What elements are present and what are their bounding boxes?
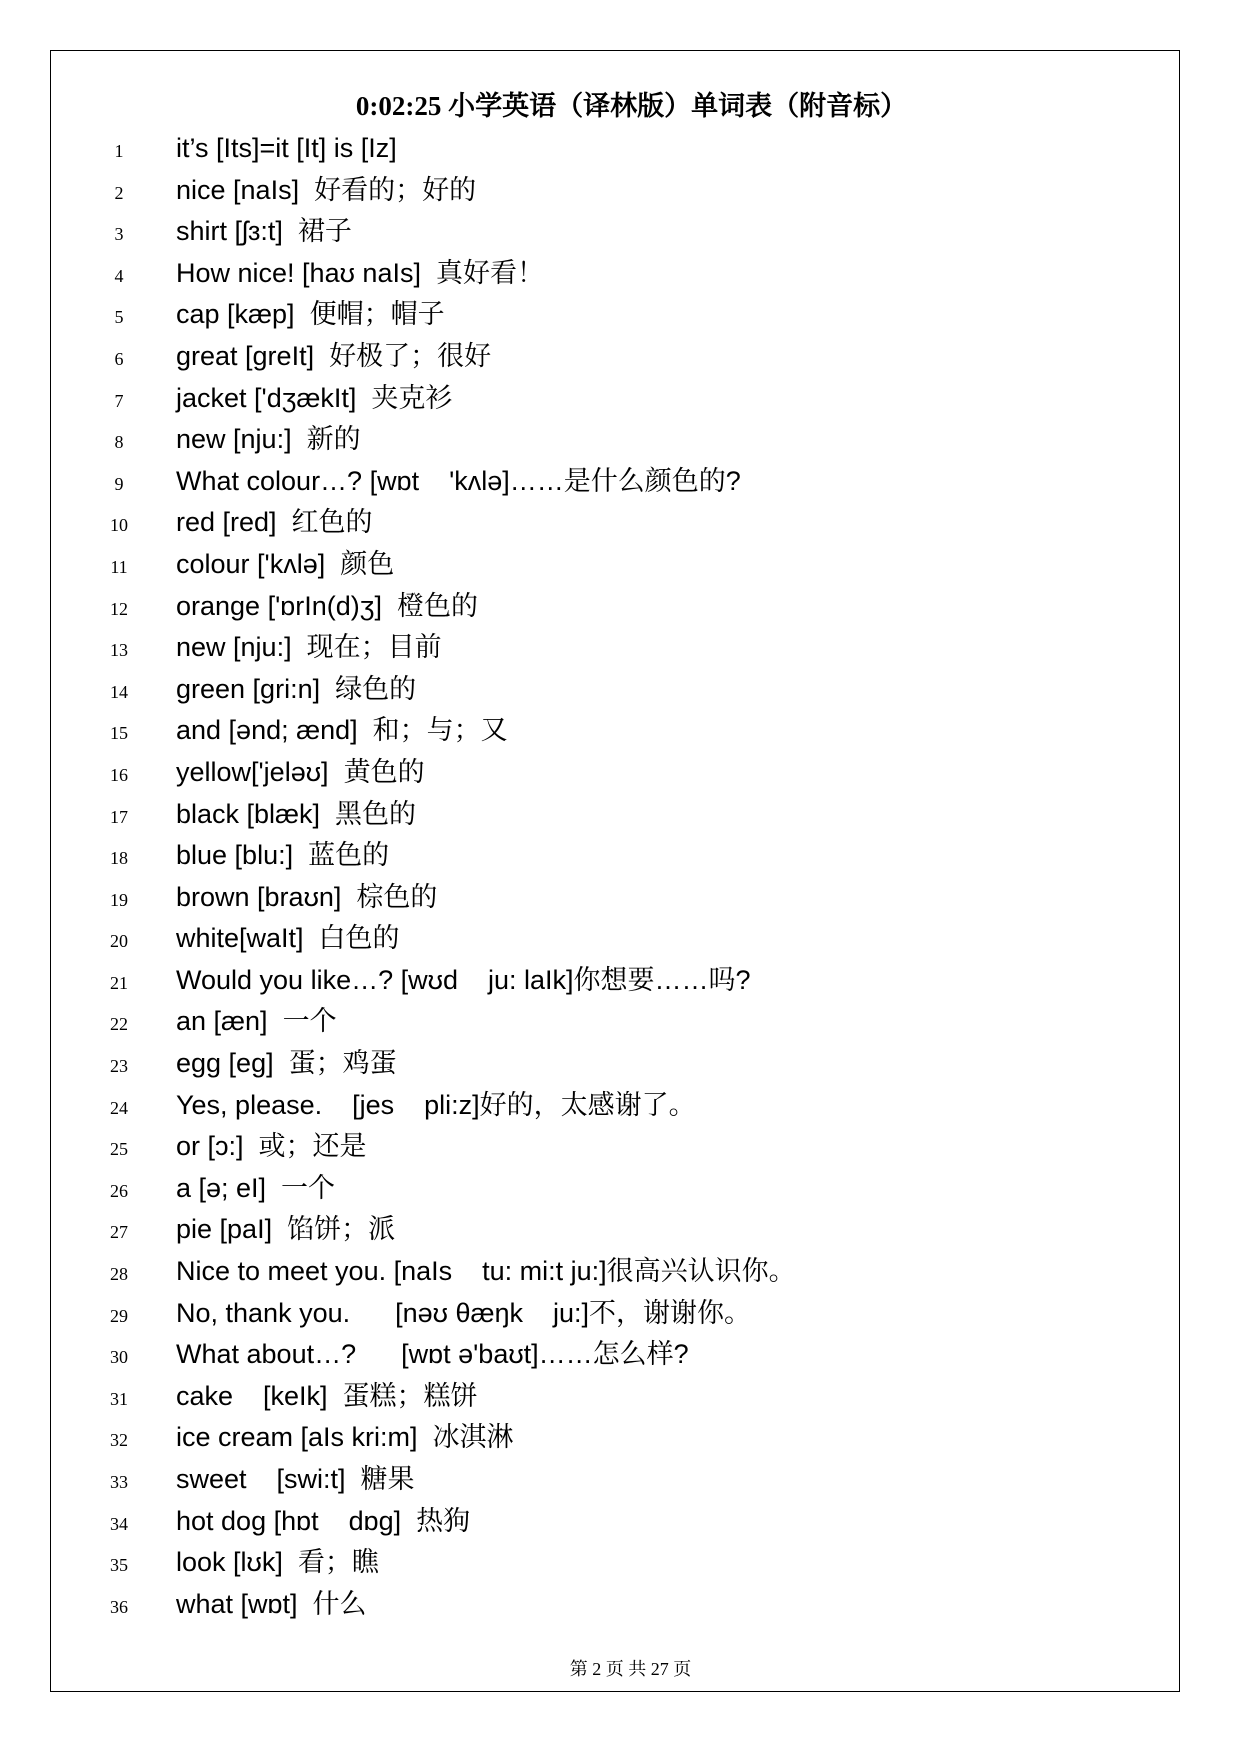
vocab-entry [0,1293,1241,1335]
entry-text: How nice! [haʊ naIs] 真好看！ [176,257,544,288]
vocab-entry [0,336,1241,378]
entry-number: 14 [110,681,128,702]
entry-number: 22 [110,1014,128,1035]
vocab-entry [0,211,1241,253]
vocab-entry [0,294,1241,336]
vocab-entry [0,918,1241,960]
entry-number: 30 [110,1347,128,1368]
vocab-entry [0,461,1241,503]
vocab-entry [0,710,1241,752]
vocab-entry [0,835,1241,877]
entry-number: 13 [110,640,128,661]
page-footer: 第 2 页 共 27 页 [569,1659,692,1679]
entry-text: look [lʊk] 看；瞧 [176,1547,379,1578]
entry-text: What about…? [wɒt ə'baʊt]……怎么样? [176,1339,689,1370]
entry-text: nice [naIs] 好看的；好的 [176,174,477,205]
entry-text: green [gri:n] 绿色的 [176,673,417,704]
entry-number: 9 [114,473,124,494]
entry-number: 27 [110,1222,128,1243]
entry-number: 19 [110,889,128,910]
entry-number: 34 [110,1513,128,1534]
vocab-entry [0,1501,1241,1543]
vocab-entry [0,502,1241,544]
vocab-entry [0,794,1241,836]
entry-text: and [ənd; ænd] 和；与；又 [176,715,508,746]
vocab-entry [0,1459,1241,1501]
entry-text: red [red] 红色的 [176,507,373,538]
vocab-entry [0,1001,1241,1043]
entry-number: 25 [110,1139,128,1160]
entry-text: new [nju:] 现在；目前 [176,632,442,663]
entry-number: 35 [110,1555,128,1576]
entry-text: shirt [ʃɜ:t] 裙子 [176,216,352,247]
entry-text: great [greIt] 好极了；很好 [176,340,492,371]
entry-number: 32 [110,1430,128,1451]
entry-text: cap [kæp] 便帽；帽子 [176,299,445,330]
entry-number: 12 [110,598,128,619]
vocab-entry [0,1209,1241,1251]
vocab-entry [0,1542,1241,1584]
vocab-entry [0,1251,1241,1293]
vocab-entry [0,1376,1241,1418]
entry-text: Nice to meet you. [naIs tu: mi:t ju:]很高兴认识你。 [176,1256,796,1287]
entry-text: pie [paI] 馅饼；派 [176,1214,396,1245]
entry-text: sweet [swi:t] 糖果 [176,1464,415,1494]
entry-number: 28 [110,1264,128,1285]
vocab-entry [0,1043,1241,1085]
entry-number: 36 [110,1596,128,1617]
entry-text: colour ['kʌlə] 颜色 [176,548,395,579]
entry-text: yellow['jeləʊ] 黄色的 [176,756,425,787]
vocab-entry [0,170,1241,212]
vocab-entry [0,1584,1241,1626]
entry-text: What colour…? [wɒt 'kʌlə]……是什么颜色的? [176,465,741,496]
entry-text: hot dog [hɒt dɒg] 热狗 [176,1505,471,1536]
vocab-entry [0,1334,1241,1376]
entry-number: 26 [110,1180,128,1201]
entry-text: black [blæk] 黑色的 [176,798,417,829]
entry-number: 16 [110,764,128,785]
vocab-entry [0,1085,1241,1127]
entry-number: 5 [114,307,124,328]
entry-text: white[waIt] 白色的 [176,923,400,954]
entry-number: 3 [114,224,124,245]
entry-text: or [ɔ:] 或；还是 [176,1131,367,1162]
vocab-entry [0,253,1241,295]
entry-number: 20 [110,931,128,952]
entry-number: 31 [110,1388,128,1409]
vocab-entry [0,544,1241,586]
vocab-entry [0,752,1241,794]
entry-text: cake [keIk] 蛋糕；糕饼 [176,1380,478,1411]
entry-text: No, thank you. [nəʊ θæŋk ju:]不，谢谢你。 [176,1297,752,1328]
entry-number: 8 [114,432,124,453]
entry-text: what [wɒt] 什么 [176,1588,367,1619]
entry-number: 2 [114,182,124,203]
entry-number: 24 [110,1097,128,1118]
entry-text: a [ə; eI] 一个 [176,1172,336,1203]
entry-text: new [nju:] 新的 [176,424,361,455]
entry-number: 6 [114,348,124,369]
entry-number: 7 [114,390,124,411]
entry-number: 18 [110,848,128,869]
vocab-entry [0,419,1241,461]
entry-number: 4 [114,265,124,286]
vocab-entry [0,128,1241,170]
vocab-entry [0,669,1241,711]
vocab-entry [0,627,1241,669]
vocab-entry [0,586,1241,628]
entry-text: orange ['ɒrIn(d)ʒ] 橙色的 [176,590,478,621]
entry-text: blue [blu:] 蓝色的 [176,840,390,871]
entry-text: jacket ['dʒækIt] 夹克衫 [176,382,453,413]
entry-number: 1 [114,141,124,161]
entry-number: 11 [110,556,128,577]
vocab-entry [0,1126,1241,1168]
entry-number: 21 [110,972,128,993]
entry-number: 33 [110,1472,128,1492]
vocabulary-list [0,128,1241,1625]
entry-text: an [æn] 一个 [176,1006,337,1037]
entry-text: egg [eg] 蛋；鸡蛋 [176,1048,397,1079]
vocab-entry [0,960,1241,1002]
document-title: 0:02:25 小学英语（译林版）单词表（附音标） [355,91,908,121]
vocab-entry [0,877,1241,919]
vocab-entry [0,1168,1241,1210]
entry-text: it’s [Its]=it [It] is [Iz] [176,133,397,163]
entry-text: Yes, please. [jes pli:z]好的，太感谢了。 [176,1089,696,1120]
entry-text: Would you like…? [wʊd ju: laIk]你想要……吗? [176,964,751,995]
vocab-entry [0,378,1241,420]
entry-text: ice cream [aIs kri:m] 冰淇淋 [176,1422,514,1453]
entry-number: 15 [110,723,128,744]
entry-number: 29 [110,1305,128,1326]
entry-number: 17 [110,806,128,827]
entry-number: 23 [110,1056,128,1077]
vocab-entry [0,1417,1241,1459]
entry-text: brown [braʊn] 棕色的 [176,881,438,912]
entry-number: 10 [110,515,128,536]
